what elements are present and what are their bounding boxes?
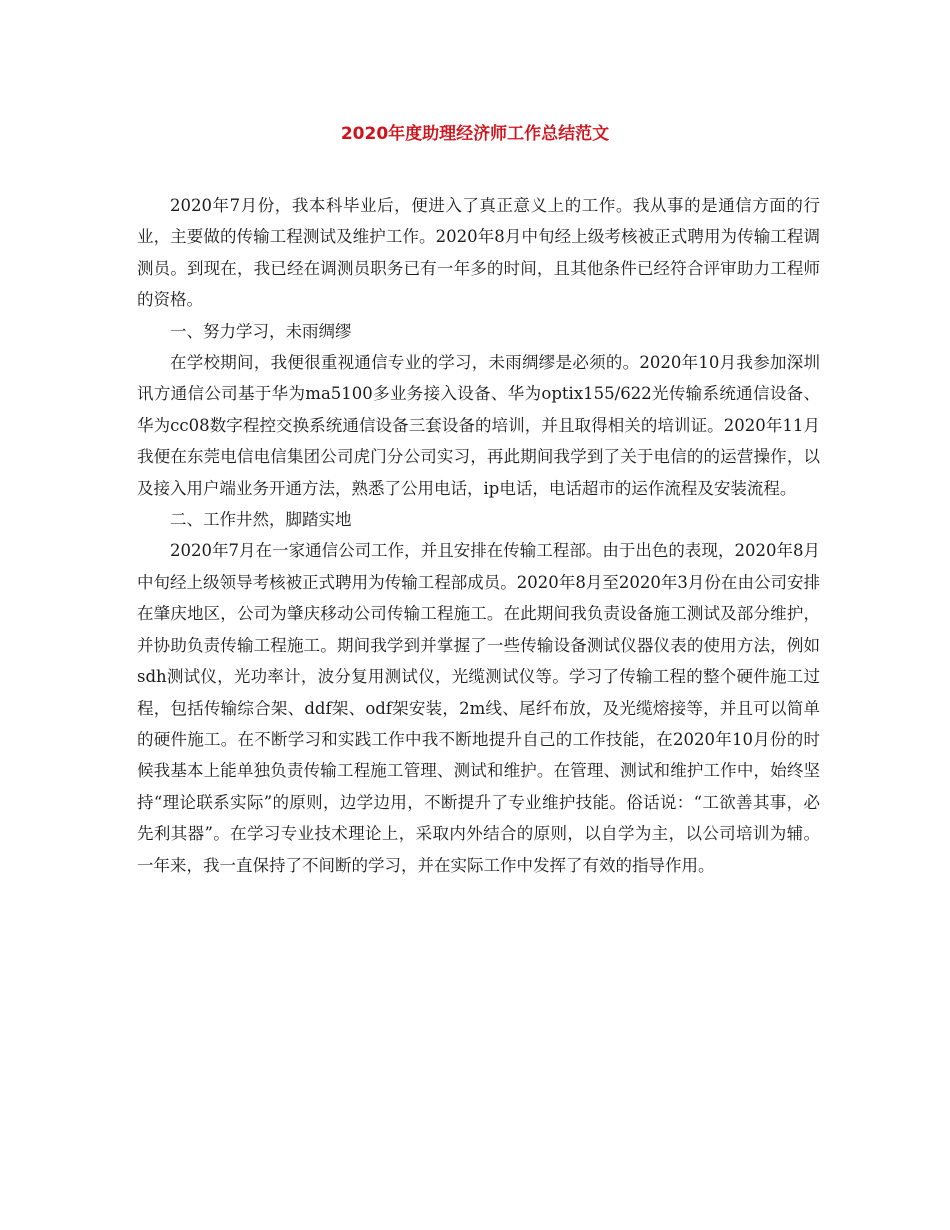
document-title: 2020年度助理经济师工作总结范文 bbox=[340, 124, 610, 144]
paragraph-work: 2020年7月在一家通信公司工作，并且安排在传输工程部。由于出色的表现，2020年8月中旬经上级领导考核被正式聘用为传输工程部成员。2020年8月至2020年3月份在由公司安排在肇庆地区，公司为肇庆移动公司传输工程施工。在此期间我负责设备施工测试及部分维护，并协助负责传输工程施工。期间我学到并掌握了一些传输设备测试仪器仪表的使用方法，例如sdh测试仪，光功率计，波分复用测试仪，光缆测试仪等。学习了传输工程的整个硬件施工过程，包括传输综合架、ddf架、odf架安装，2m线、尾纤布放，及光缆熔接等，并且可以简单的硬件施工。在不断学习和实践工作中我不断地提升自己的工作技能，在2020年10月份的时候我基本上能单独负责传输工程施工管理、测试和维护。在管理、测试和维护工作中，始终坚持“理论联系实际”的原则，边学边用，不断提升了专业维护技能。俗话说：“工欲善其事，必先利其器”。在学习专业技术理论上，采取内外结合的原则，以自学为主，以公司培训为辅。一年来，我一直保持了不间断的学习，并在实际工作中发挥了有效的指导作用。 bbox=[137, 541, 820, 875]
paragraph-intro: 2020年7月份，我本科毕业后，便进入了真正意义上的工作。我从事的是通信方面的行业，主要做的传输工程测试及维护工作。2020年8月中旬经上级考核被正式聘用为传输工程调测员。到现在，我已经在调测员职务已有一年多的时间，且其他条件已经符合评审助力工程师的资格。 bbox=[137, 196, 820, 310]
paragraph-study: 在学校期间，我便很重视通信专业的学习，未雨绸缪是必须的。2020年10月我参加深圳讯方通信公司基于华为ma5100多业务接入设备、华为optix155/622光传输系统通信设备、华为cc08数字程控交换系统通信设备三套设备的培训，并且取得相关的培训证。2020年11月我便在东莞电信电信集团公司虎门分公司实习，再此期间我学到了关于电信的的运营操作，以及接入用户端业务开通方法，熟悉了公用电话，ip电话，电话超市的运作流程及安装流程。 bbox=[137, 353, 820, 498]
section-heading-study: 一、努力学习，未雨绸缪 bbox=[170, 321, 352, 341]
document-body bbox=[137, 190, 820, 881]
section-heading-work: 二、工作井然，脚踏实地 bbox=[170, 510, 352, 530]
